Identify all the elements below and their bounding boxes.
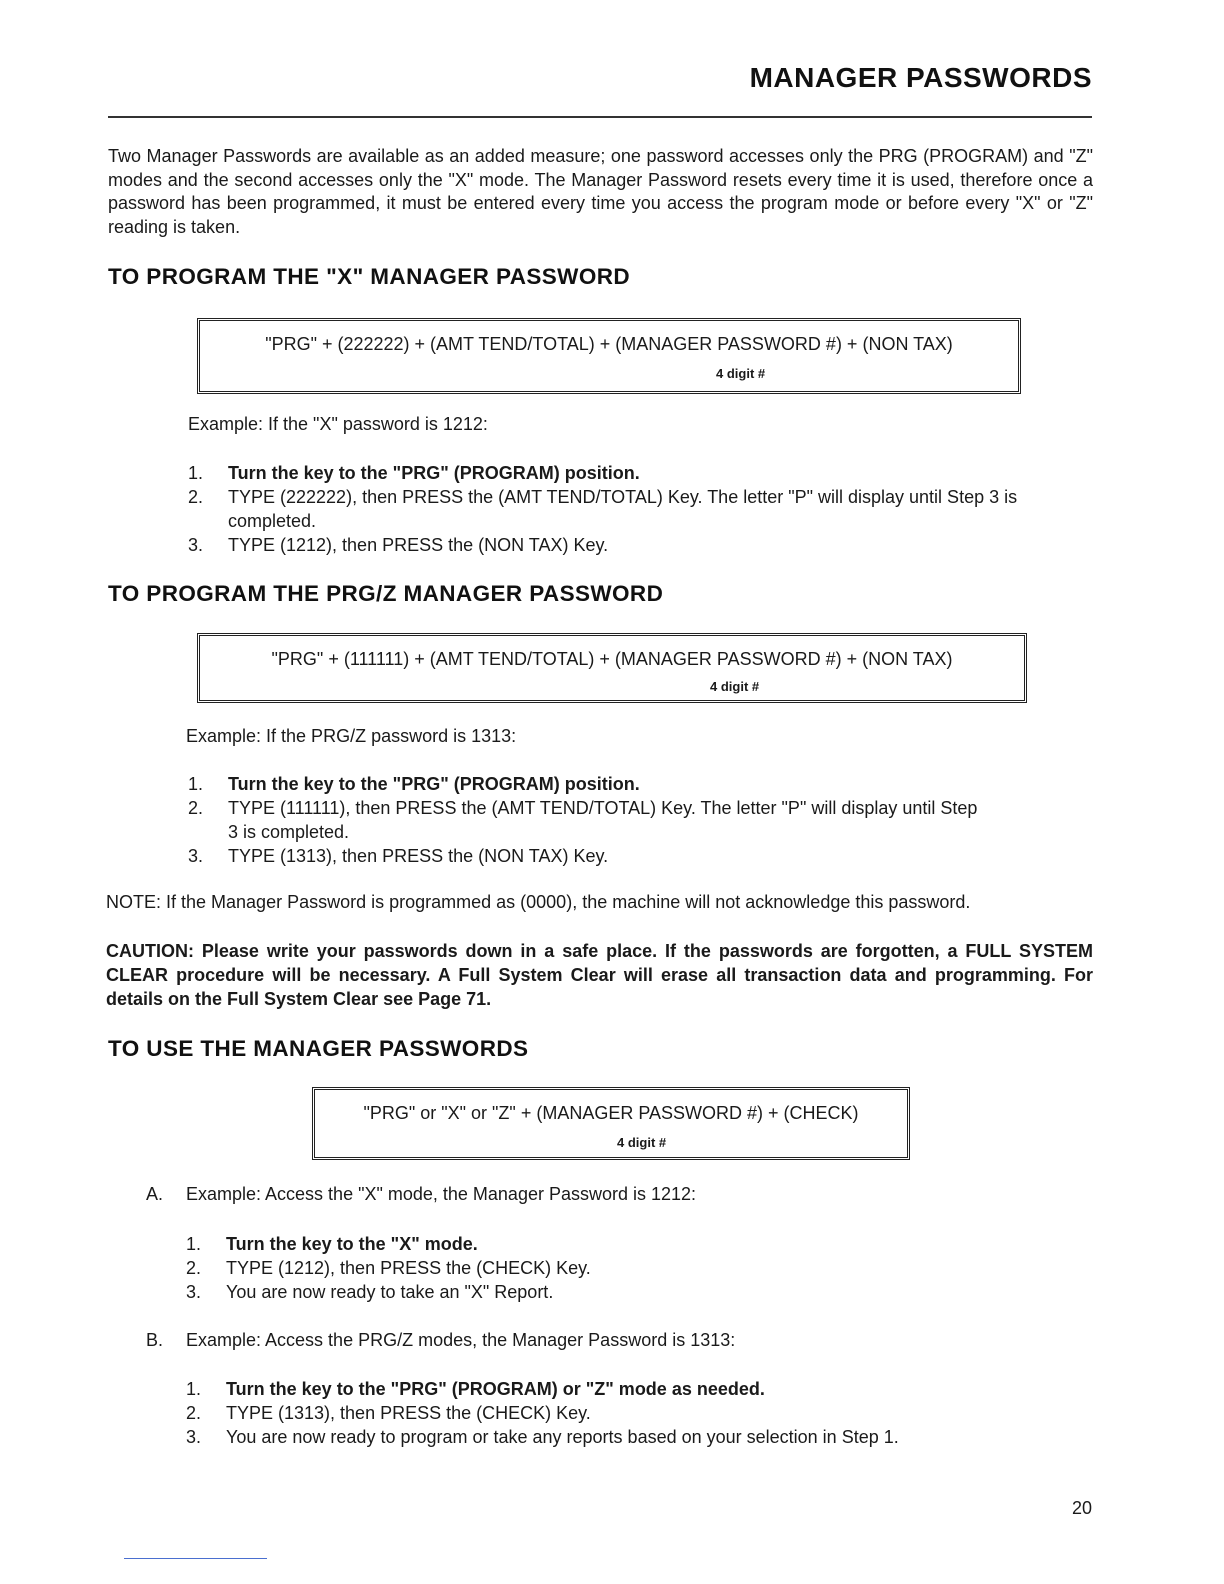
formula-box-use-passwords xyxy=(312,1087,910,1160)
example-prgz-mode: Example: Access the PRG/Z modes, the Manager Password is 1313: xyxy=(186,1330,736,1350)
step-number: 3. xyxy=(188,846,204,866)
example-x-mode: Example: Access the "X" mode, the Manager Password is 1212: xyxy=(186,1184,697,1204)
list-item xyxy=(186,1401,1086,1425)
step-number: 2. xyxy=(186,1403,202,1423)
section-heading-prgz-password: TO PROGRAM THE PRG/Z MANAGER PASSWORD xyxy=(108,581,664,606)
step-text: You are now ready to program or take any reports based on your selection in Step 1. xyxy=(226,1427,899,1447)
page-number: 20 xyxy=(1071,1498,1092,1518)
example-label-b: B. xyxy=(146,1330,164,1350)
list-item xyxy=(188,844,988,868)
step-number: 1. xyxy=(188,463,204,483)
section-heading-use-passwords: TO USE THE MANAGER PASSWORDS xyxy=(108,1036,529,1061)
digit-note: 4 digit # xyxy=(710,679,760,694)
example-label-a: A. xyxy=(146,1184,164,1204)
list-item xyxy=(188,796,988,844)
step-number: 3. xyxy=(186,1427,202,1447)
example-x-password: Example: If the "X" password is 1212: xyxy=(188,414,488,434)
step-text: TYPE (1212), then PRESS the (CHECK) Key. xyxy=(226,1258,591,1278)
steps-list-x-mode xyxy=(186,1232,886,1304)
step-text: TYPE (1313), then PRESS the (NON TAX) Key. xyxy=(228,846,609,866)
formula-box-prgz-password xyxy=(197,633,1027,703)
digit-note: 4 digit # xyxy=(617,1135,667,1150)
formula-box-x-password xyxy=(197,318,1021,394)
list-item xyxy=(186,1256,886,1280)
list-item xyxy=(188,533,1093,557)
step-text: Turn the key to the "PRG" (PROGRAM) or "Z" mode as needed. xyxy=(226,1379,765,1399)
formula-text: "PRG" + (222222) + (AMT TEND/TOTAL) + (MANAGER PASSWORD #) + (NON TAX) xyxy=(265,334,953,354)
step-number: 1. xyxy=(188,774,204,794)
list-item xyxy=(186,1280,886,1304)
section-heading-x-password: TO PROGRAM THE "X" MANAGER PASSWORD xyxy=(108,264,631,289)
step-number: 3. xyxy=(188,535,204,555)
step-number: 3. xyxy=(186,1282,202,1302)
step-text: Turn the key to the "PRG" (PROGRAM) position. xyxy=(228,463,640,483)
list-item xyxy=(188,772,988,796)
step-number: 1. xyxy=(186,1234,202,1254)
list-item xyxy=(186,1425,1086,1449)
step-number: 2. xyxy=(186,1258,202,1278)
formula-text: "PRG" + (111111) + (AMT TEND/TOTAL) + (MANAGER PASSWORD #) + (NON TAX) xyxy=(271,649,953,669)
page-title: MANAGER PASSWORDS xyxy=(749,62,1092,93)
step-text: Turn the key to the "PRG" (PROGRAM) position. xyxy=(228,774,640,794)
steps-list-prgz-mode xyxy=(186,1377,1086,1449)
step-number: 2. xyxy=(188,487,204,507)
step-text: TYPE (1212), then PRESS the (NON TAX) Key. xyxy=(228,535,609,555)
step-number: 2. xyxy=(188,798,204,818)
example-prgz-password: Example: If the PRG/Z password is 1313: xyxy=(186,726,517,746)
caution-text: CAUTION: Please write your passwords down in a safe place. If the passwords are forgotten, a FULL SYSTEM CLEAR procedure will be necessary. A Full System Clear will erase all transaction data and programming. For details on the Full System Clear see Page 71. xyxy=(106,941,1093,1009)
list-item xyxy=(188,485,1093,533)
list-item xyxy=(186,1377,1086,1401)
step-text: TYPE (222222), then PRESS the (AMT TEND/TOTAL) Key. The letter "P" will display until Step 3 is completed. xyxy=(228,487,1018,531)
step-text: Turn the key to the "X" mode. xyxy=(226,1234,478,1254)
steps-list-prgz-password xyxy=(188,772,988,868)
digit-note: 4 digit # xyxy=(716,366,766,381)
step-text: TYPE (1313), then PRESS the (CHECK) Key. xyxy=(226,1403,591,1423)
step-number: 1. xyxy=(186,1379,202,1399)
formula-text: "PRG" or "X" or "Z" + (MANAGER PASSWORD #) + (CHECK) xyxy=(363,1103,859,1123)
steps-list-x-password xyxy=(188,461,1093,557)
note-text: NOTE: If the Manager Password is programmed as (0000), the machine will not acknowledge this password. xyxy=(106,892,971,912)
footer-divider xyxy=(124,1558,267,1559)
step-text: You are now ready to take an "X" Report. xyxy=(226,1282,554,1302)
list-item xyxy=(188,461,1093,485)
intro-paragraph: Two Manager Passwords are available as an added measure; one password accesses only the PRG (PROGRAM) and "Z" modes and the second accesses only the "X" mode. The Manager Password resets every time it is used, therefore once a password has been programmed, it must be entered every time you access the program mode or before every "X" or "Z" reading is taken. xyxy=(108,146,1093,237)
list-item xyxy=(186,1232,886,1256)
header-divider xyxy=(108,116,1092,118)
step-text: TYPE (111111), then PRESS the (AMT TEND/TOTAL) Key. The letter "P" will display until Step 3 is completed. xyxy=(228,798,978,842)
